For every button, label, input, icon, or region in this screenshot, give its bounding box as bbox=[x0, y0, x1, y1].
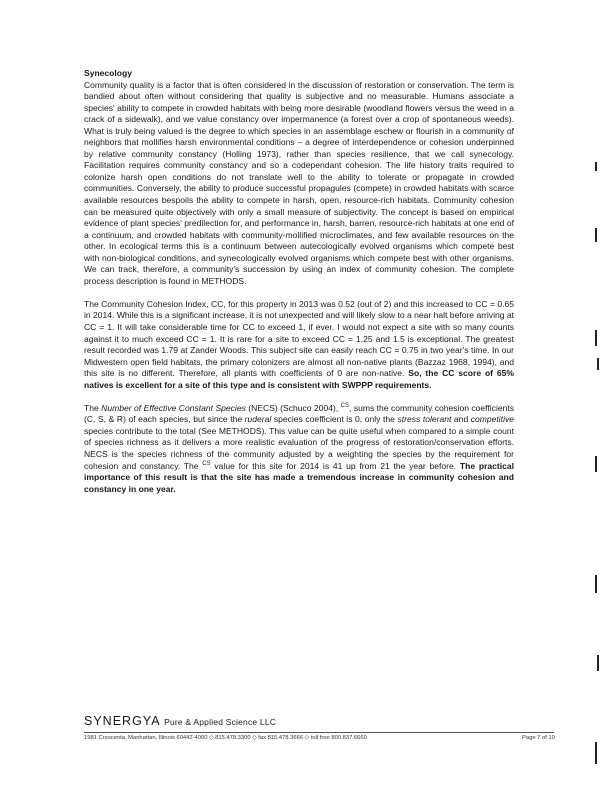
necs-superscript-2: CS bbox=[202, 460, 211, 467]
necs-text-a: The bbox=[84, 402, 102, 413]
scan-mark bbox=[595, 330, 597, 346]
brand-tagline: Pure & Applied Science LLC bbox=[164, 717, 277, 727]
footer-address: 1981 Crescenta, Manhattan, Illinois 60442-4000 ◇ 815.478.3300 ◇ fax 815.478.3666 ◇ toll free 800.837.6660 bbox=[84, 735, 367, 741]
document-body bbox=[84, 68, 514, 507]
scan-mark bbox=[595, 162, 597, 171]
section-heading: Synecology bbox=[84, 68, 132, 78]
footer-brand bbox=[84, 714, 276, 728]
scan-mark bbox=[595, 742, 597, 764]
paragraph-cohesion-text: The Community Cohesion Index, CC, for this property in 2013 was 0.52 (out of 2) and this increased to CC = 0.65 in 2014. While this is a significant increase, it is not unexpected and will likely slow to a near halt before arriving at CC = 1. It will take considerable time for CC to exceed 1, if ever. I would not expect a site with so many counts against it to much exceed CC = 1. It is rare for a site to exceed CC = 1.25 and 1.5 is exceptional. The greatest result recorded was 1.79 at Zander Woods. This subject site can easily reach CC = 0.75 in two year's time. In our Midwestern open field habitats, the primary colonizers are almost all non-native plants (Bazzaz 1968, 1994), and this site is no different. Therefore, all plants with coefficients of 0 are non-native. bbox=[84, 298, 514, 379]
brand-logo: SYNERGYA bbox=[84, 714, 161, 728]
necs-text-c: , sums the community cohesion coefficients (C, S, & R) of each species, but since the bbox=[84, 402, 515, 425]
paragraph-cohesion-index bbox=[84, 299, 514, 391]
paragraph-necs bbox=[84, 403, 514, 495]
necs-stress-tolerant: stress tolerant bbox=[397, 414, 452, 425]
page-number: Page 7 of 10 bbox=[522, 735, 555, 741]
necs-superscript: CS bbox=[340, 402, 349, 409]
footer-divider bbox=[84, 732, 554, 733]
necs-text-g: value for this site for 2014 is 41 up from 21 the year before. bbox=[210, 460, 460, 471]
necs-text-e: and bbox=[451, 414, 471, 425]
scan-mark bbox=[597, 358, 599, 370]
scan-mark bbox=[595, 456, 597, 472]
paragraph-synecology: Community quality is a factor that is often considered in the discussion of restoration or conservation. The term is bandied about often without considering that quality is subjective and no measurable. Humans associate a species' ability to compete in crowded habitats with being more desirable (woodland flowers versus the weed in a crack of a sidewalk), and we value constancy over impermanence (a forest over a crop of spontaneous weeds). What is truly being valued is the degree to which species in an assemblage eschew or flourish in a community of neighbors that mollifies harsh environmental conditions – a degree of interdependence or cohesion underpinned by relative community constancy (Holling 1973), rather than species resilience, that we call synecology. Facilitation requires community constancy and so a codependant cohesion. The life history traits required to colonize harsh open conditions do not translate well to the ability to tolerate or propagate in crowded communities. Conversely, the ability to produce successful propagules (compete) in crowded habitats with scarce available resources bespoils the ability to compete in harsh, open, resource-rich habitats. Community cohesion can be measured quite objectively with only a small measure of subjectivity. The concept is based on empirical evidence of plant species' predilection for, and performance in, harsh, barren, resource-rich habitats at one end of a continuum, and crowded habitats with community-mollified microclimates, and few available resources on the other. In ecological terms this is a continuum between autecologically evolved organisms which compete best with non-biological conditions, and synecologically evolved organisms which compete best with other organisms. We can track, therefore, a community's succession by using an index of community cohesion. The complete process description is found in METHODS. bbox=[84, 79, 514, 286]
necs-conclusion: The practical importance of this result is that the site has made a tremendous increase in community cohesion and constancy in one year. bbox=[84, 460, 514, 494]
necs-term: Number of Effective Constant Species bbox=[101, 402, 246, 413]
necs-text-b: (NECS) (Schuco 2004), bbox=[245, 402, 341, 413]
scan-mark bbox=[595, 575, 597, 593]
paragraph-cohesion-conclusion: So, the CC score of 65% natives is excellent for a site of this type and is consistent with SWPPP requirements. bbox=[84, 368, 514, 390]
necs-text-f: species contribute to the total (See METHODS). This value can be quite useful when compared to a simple count of species richness as it delivers a more realistic evaluation of the progress of restoration/conservation efforts. NECS is the species richness of the community adjusted by a weighting the species by the requirement for cohesion and constancy. The bbox=[84, 425, 514, 471]
scan-mark bbox=[597, 655, 599, 671]
necs-ruderal: ruderal bbox=[244, 414, 272, 425]
scan-mark bbox=[595, 228, 597, 242]
necs-text-d: species coefficient is 0, only the bbox=[271, 414, 398, 425]
necs-competitive: competitive bbox=[470, 414, 515, 425]
